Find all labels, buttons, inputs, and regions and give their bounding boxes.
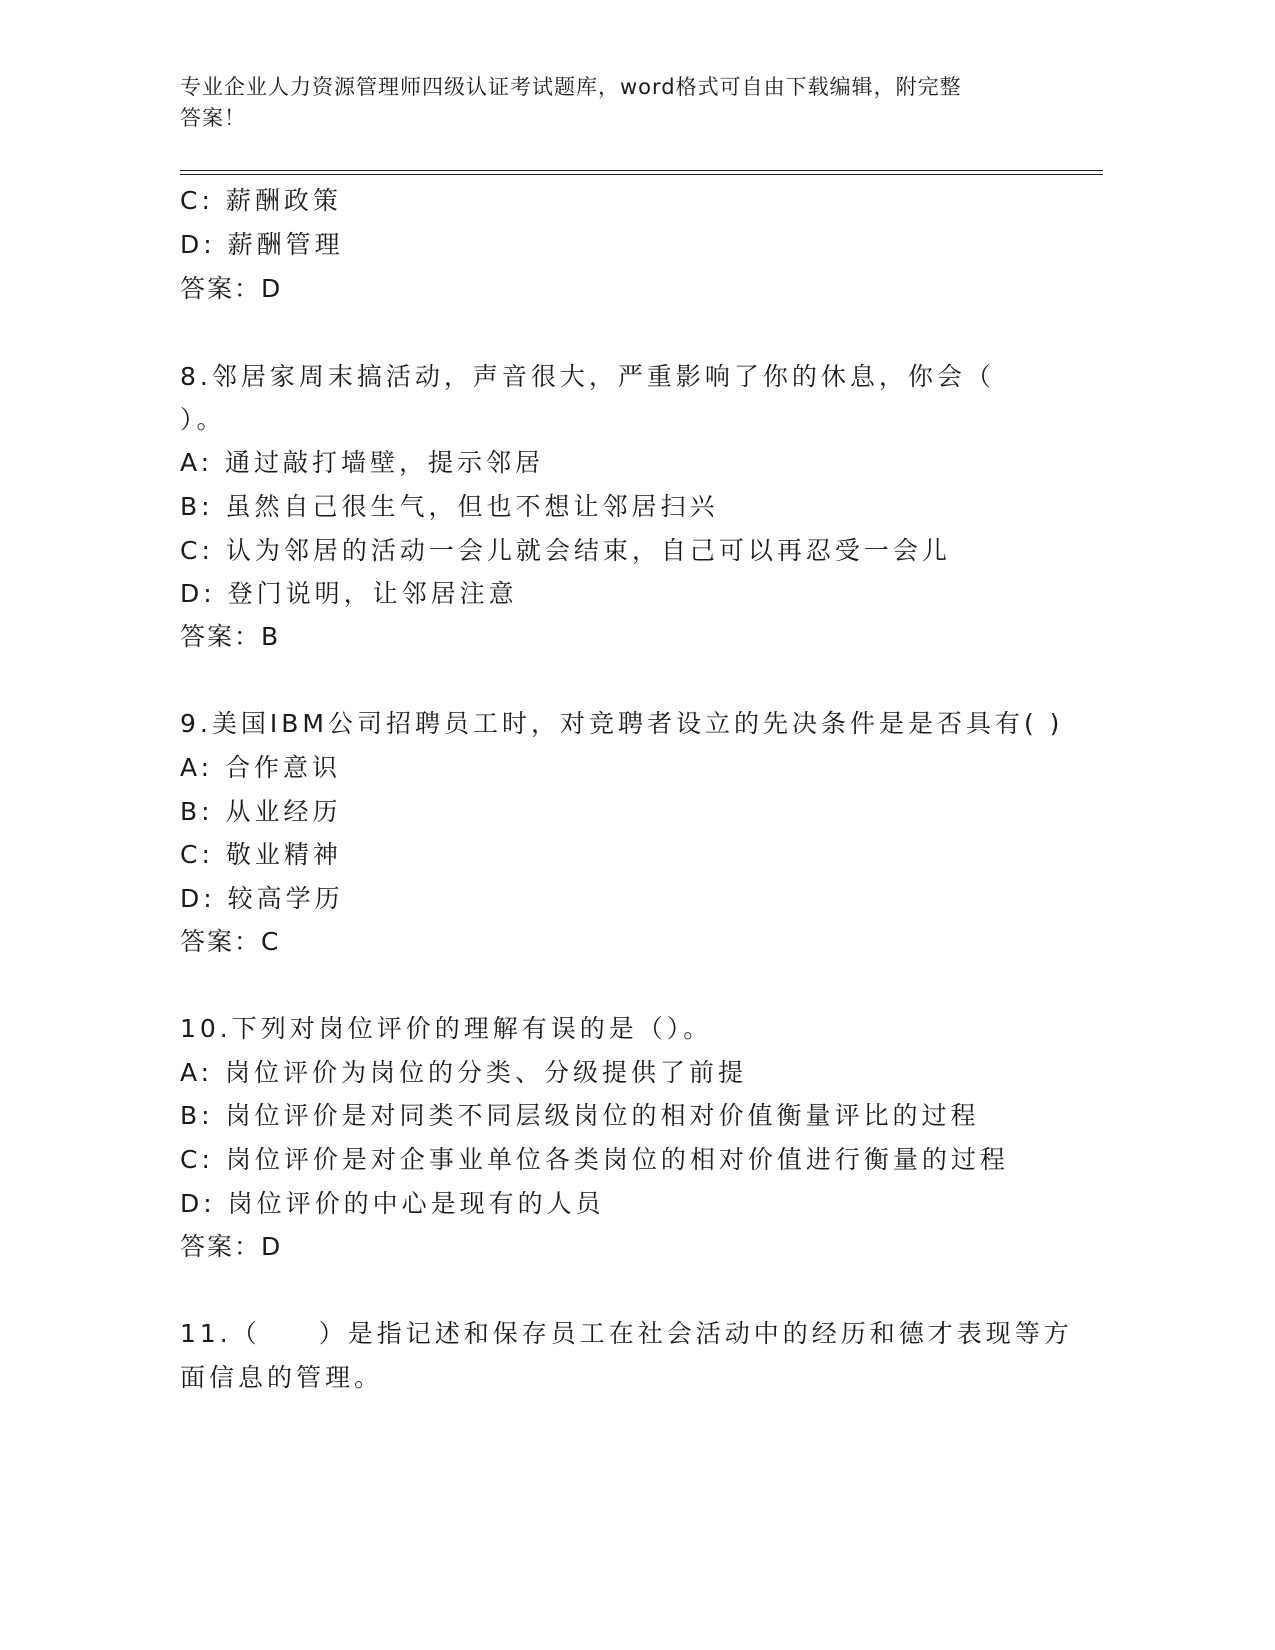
q10-option-c: C: 岗位评价是对企事业单位各类岗位的相对价值进行衡量的过程 <box>180 1145 1009 1174</box>
header-line-1: 专业企业人力资源管理师四级认证考试题库，word格式可自由下载编辑，附完整 <box>180 75 962 99</box>
header-divider <box>180 170 1103 175</box>
q9-option-b: B: 从业经历 <box>180 797 342 826</box>
prev-answer: 答案：D <box>180 274 283 303</box>
q8-option-d: D: 登门说明，让邻居注意 <box>180 579 518 608</box>
q9-answer: 答案：C <box>180 927 281 956</box>
q8-stem-line-1: 8.邻居家周末搞活动，声音很大，严重影响了你的休息，你会（ <box>180 362 995 391</box>
prev-option-d: D: 薪酬管理 <box>180 230 344 259</box>
q8-stem-line-2: ）。 <box>180 405 226 434</box>
q10-option-a: A: 岗位评价为岗位的分类、分级提供了前提 <box>180 1058 748 1087</box>
q8-answer: 答案：B <box>180 622 281 651</box>
q10-option-d: D: 岗位评价的中心是现有的人员 <box>180 1189 605 1218</box>
q9-option-a: A: 合作意识 <box>180 753 342 782</box>
q8-option-a: A: 通过敲打墙壁，提示邻居 <box>180 448 545 477</box>
prev-option-c: C: 薪酬政策 <box>180 186 342 215</box>
q10-option-b: B: 岗位评价是对同类不同层级岗位的相对价值衡量评比的过程 <box>180 1101 980 1130</box>
header-line-2: 答案！ <box>180 106 246 130</box>
q8-option-c: C: 认为邻居的活动一会儿就会结束，自己可以再忍受一会儿 <box>180 536 951 565</box>
q9-option-d: D: 较高学历 <box>180 884 344 913</box>
q11-stem-line-2: 面信息的管理。 <box>180 1363 384 1392</box>
q11-stem-line-1: 11.（ ）是指记述和保存员工在社会活动中的经历和德才表现等方 <box>180 1319 1073 1348</box>
q10-stem: 10.下列对岗位评价的理解有误的是（）。 <box>180 1014 713 1043</box>
q9-stem: 9.美国IBM公司招聘员工时，对竞聘者设立的先决条件是是否具有( ) <box>180 709 1064 738</box>
q9-option-c: C: 敬业精神 <box>180 840 342 869</box>
document-header <box>180 72 1040 134</box>
q8-option-b: B: 虽然自己很生气，但也不想让邻居扫兴 <box>180 492 719 521</box>
q10-answer: 答案：D <box>180 1232 283 1261</box>
